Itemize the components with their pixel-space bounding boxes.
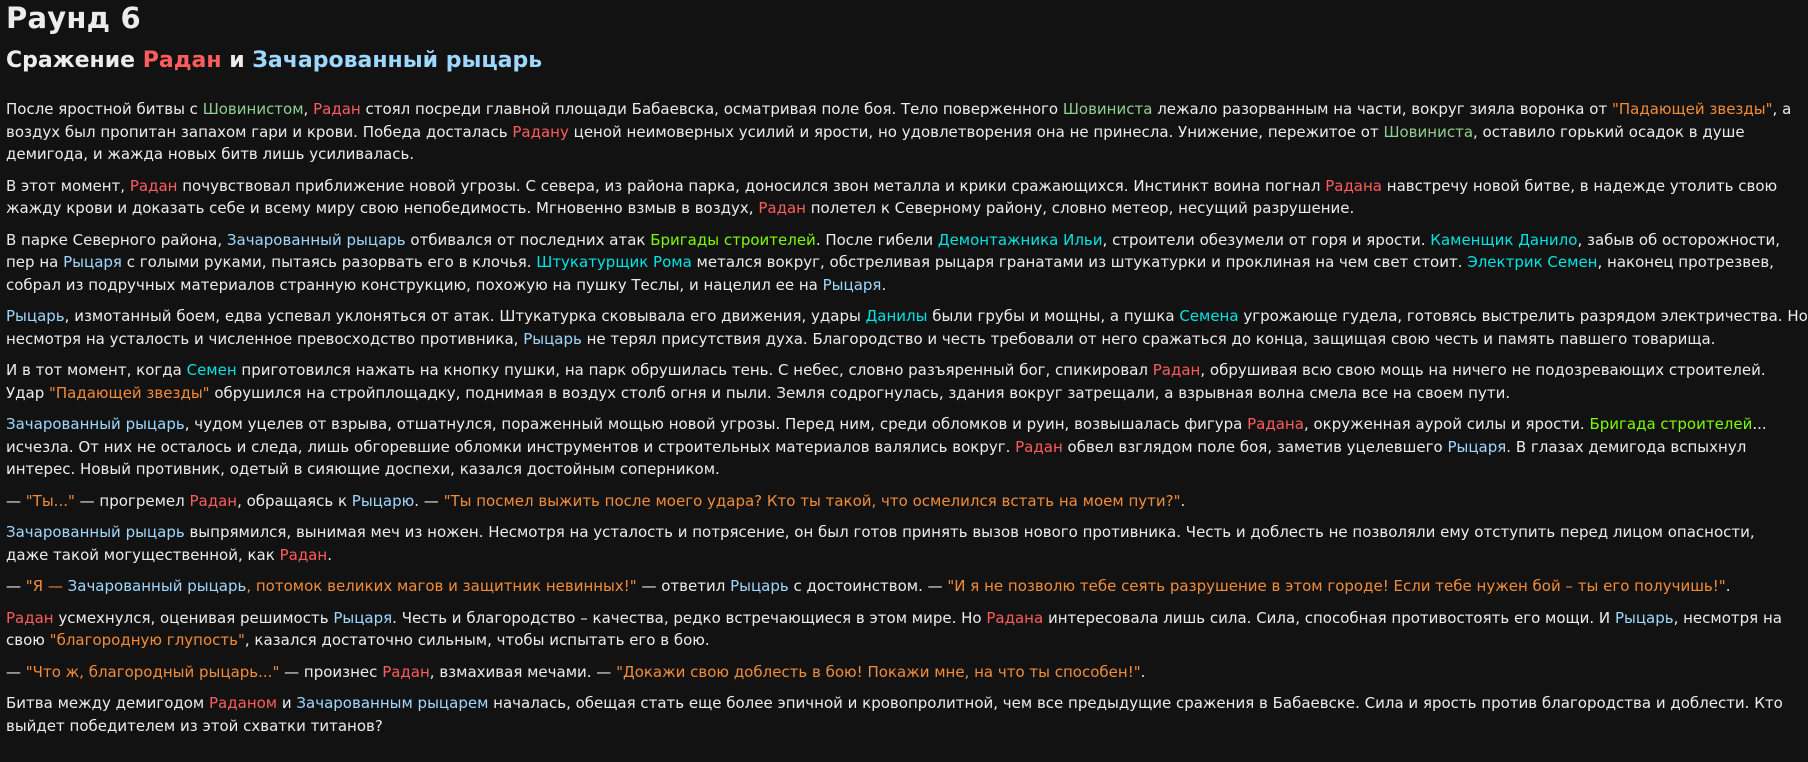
narration-text: и — [277, 694, 297, 712]
narration-text: , чудом уцелев от взрыва, отшатнулся, пораженный мощью новой угрозы. Перед ним, среди обломков и руин, возвышалась фигура — [184, 415, 1248, 433]
narration-text: , обрушивая всю свою мощь на ничего не подозревающих строителей. — [1200, 361, 1766, 379]
narration-text: выйдет победителем из этой схватки титанов? — [6, 716, 383, 735]
narration-text: выпрямился, вынимая меч из ножен. Несмотря на усталость и потрясение, он был готов принять вызов нового противника. Честь и доблесть не позволяли ему отступить перед лицом опасности, — [184, 523, 1755, 541]
knight-name: Рыцарь — [730, 577, 789, 595]
narration-text: исчезла. От них не осталось и следа, лишь обгоревшие обломки инструментов и строительных материалов валялись вокруг. — [6, 437, 1016, 456]
narration-text: воздух был пропитан запахом гари и крови. Победа досталась — [6, 122, 513, 141]
fighter-2-name: Зачарованный рыцарь — [252, 48, 543, 73]
narration-text: , несмотря на — [1673, 608, 1782, 627]
narration-text: Битва между демигодом — [6, 694, 210, 712]
story-paragraph — [6, 98, 1792, 166]
story-paragraph — [6, 305, 1808, 350]
story-paragraph — [6, 175, 1778, 220]
knight-name: Рыцаря — [822, 275, 882, 294]
narration-text: , оставило горький осадок в душе — [1473, 122, 1745, 141]
narration-text: обвел взглядом поле боя, заметив уцелевшего — [1062, 437, 1448, 456]
narration-text: интерес. Новый противник, одетый в сияющие доспехи, казался достойным соперником. — [6, 460, 720, 478]
quoted-speech: "Ты посмел выжить после моего удара? Кто ты такой, что осмелился встать на моем пути?" — [443, 491, 1181, 510]
narration-text: — произнес — [279, 662, 383, 681]
demigod-name: Радан — [6, 608, 54, 627]
demigod-name: Радана — [986, 608, 1044, 627]
narration-text: несмотря на усталость и численное превосходство противника, — [6, 329, 524, 348]
narration-text: . После гибели — [815, 230, 938, 249]
narration-text: . Честь и благородство – качества, редко встречающиеся в этом мире. Но — [392, 608, 987, 627]
narration-text: , а — [1772, 100, 1792, 118]
narration-text: После яростной битвы с — [6, 100, 203, 118]
round-title: Раунд 6 — [6, 1, 141, 35]
builder-name: Каменщик Данило — [1430, 230, 1578, 249]
builder-name: Демонтажника Ильи — [937, 230, 1103, 249]
story-paragraph — [6, 229, 1781, 297]
fighter-1-name: Радан — [142, 48, 222, 73]
demigod-name: Радан — [382, 662, 430, 681]
narration-text: В этот момент, — [6, 176, 130, 195]
narration-text: с достоинством. — — [788, 577, 948, 595]
narration-text: интересовала лишь сила. Сила, способная противостоять его мощи. И — [1043, 608, 1615, 627]
narration-text: . — [881, 275, 887, 294]
narration-text: , измотанный боем, едва успевал уклоняться от атак. Штукатурка сковывала его движения, удары — [64, 307, 866, 325]
demigod-name: Радан — [279, 545, 328, 564]
builder-name: Штукатурщик Рома — [536, 253, 692, 271]
narration-text: И в тот момент, когда — [6, 361, 187, 379]
narration-text: началась, обещая стать еще более эпичной и кровопролитной, чем все предыдущие сражения в Бабаевске. Сила и ярость против благородства и доблести. Кто — [488, 694, 1783, 712]
story-paragraph — [6, 692, 1783, 737]
story-paragraph — [6, 661, 1683, 684]
chauvinist-name: Шовиниста — [1062, 100, 1153, 118]
knight-name: Зачарованный рыцарь — [6, 415, 185, 433]
knight-name: Рыцаря — [63, 253, 122, 271]
narration-text: , строители обезумели от горя и ярости. — [1102, 230, 1431, 249]
narration-text: угрожающе гудела, готовясь выстрелить разрядом электричества. Но — [1238, 307, 1808, 325]
narration-text: , взмахивая мечами. — — [429, 662, 617, 681]
narration-text: были грубы и мощны, а пушка — [927, 307, 1180, 325]
narration-text: , — [303, 100, 314, 118]
narration-text: демигода, и жажда новых битв лишь усиливалась. — [6, 145, 415, 163]
quoted-speech: "Докажи свою доблесть в бою! Покажи мне, на что ты способен!" — [616, 662, 1141, 681]
narration-text: отбивался от последних атак — [405, 230, 651, 249]
builder-name: Семен — [186, 361, 237, 379]
narration-text: . — [1180, 491, 1186, 510]
demigod-name: Радана — [1247, 415, 1304, 433]
narration-text: , забыв об осторожности, — [1577, 230, 1781, 249]
quoted-speech: "благородную глупость" — [49, 631, 245, 649]
chauvinist-name: Шовиниста — [1383, 122, 1474, 141]
demigod-name: Раданом — [209, 694, 278, 712]
demigod-name: Радан — [313, 100, 361, 118]
narration-text: . — [1140, 662, 1146, 681]
narration-text: с голыми руками, пытаясь разорвать его в клочья. — [121, 253, 537, 271]
demigod-name: Радана — [1325, 176, 1383, 195]
narration-text: — — [6, 577, 26, 595]
quoted-speech: "Я — — [25, 577, 68, 595]
story-paragraph — [6, 575, 1731, 598]
demigod-name: Радан — [758, 199, 806, 217]
narration-text: свою — [6, 631, 50, 649]
builder-name: Электрик Семен — [1467, 253, 1598, 271]
builder-name: Семена — [1179, 307, 1239, 325]
narration-text: навстречу новой битве, в надежде утолить свою — [1382, 176, 1778, 195]
narration-text: . — — [414, 491, 444, 510]
quoted-speech: "Ты..." — [25, 491, 75, 510]
narration-text: , наконец протрезвев, — [1597, 253, 1774, 271]
narration-text: — — [6, 662, 26, 681]
knight-name: Зачарованный рыцарь — [6, 523, 185, 541]
knight-name: Зачарованный рыцарь — [67, 577, 247, 595]
knight-name: Рыцарь — [1614, 608, 1674, 627]
narration-text: — — [6, 491, 26, 510]
demigod-name: Радану — [512, 122, 569, 141]
story-text — [6, 98, 1808, 737]
narration-text: ценой неимоверных усилий и ярости, но удовлетворения она не принесла. Унижение, пережитое от — [568, 122, 1384, 141]
narration-text: — ответил — [636, 577, 731, 595]
knight-name: Рыцарь — [523, 329, 582, 348]
narration-text: , окруженная аурой силы и ярости. — [1303, 415, 1590, 433]
story-paragraph — [6, 521, 1755, 566]
narration-text: жажду крови и доказать себе и всему миру свою непобедимость. Мгновенно взмыв в воздух, — [6, 199, 759, 217]
knight-name: Рыцаря — [333, 608, 393, 627]
narration-text: Удар — [6, 383, 49, 402]
quoted-speech: "Что ж, благородный рыцарь..." — [25, 662, 280, 681]
battle-heading-prefix: Сражение — [6, 48, 143, 73]
knight-name: Рыцарь — [6, 307, 65, 325]
narration-text: стоял посреди главной площади Бабаевска, осматривая поле боя. Тело поверженного — [360, 100, 1063, 118]
narration-text: усмехнулся, оценивая решимость — [53, 608, 334, 627]
quoted-speech: "Падающей звезды" — [1611, 100, 1773, 118]
battle-heading — [6, 46, 1683, 76]
narration-text: . — [1725, 577, 1731, 595]
knight-name: Рыцаря — [1447, 437, 1507, 456]
narration-text: пер на — [6, 253, 64, 271]
demigod-name: Радан — [1015, 437, 1063, 456]
chauvinist-name: Шовинистом — [202, 100, 304, 118]
narration-text: . — [327, 545, 332, 564]
quoted-speech: , потомок великих магов и защитник невинных!" — [246, 577, 637, 595]
demigod-name: Радан — [189, 491, 238, 510]
story-paragraph — [6, 413, 1767, 481]
builder-name: Данилы — [865, 307, 928, 325]
narration-text: , обращаясь к — [237, 491, 352, 510]
narration-text: не терял присутствия духа. Благородство и честь требовали от него сражаться до конца, защищая свою честь и память павшего товарища. — [581, 329, 1716, 348]
brigade-name: Бригады строителей — [650, 230, 816, 249]
narration-text: метался вокруг, обстреливая рыцаря гранатами из штукатурки и проклиная на чем свет стоит. — [691, 253, 1468, 271]
narration-text: . В глазах демигода вспыхнул — [1506, 437, 1747, 456]
narration-text: обрушился на стройплощадку, поднимая в воздух столб огня и пыли. Земля содрогнулась, здания вокруг затрещали, а взрывная волна смела все на своем пути. — [209, 383, 1511, 402]
story-paragraph — [6, 607, 1782, 652]
narration-text: , казался достаточно сильным, чтобы испытать его в бою. — [244, 631, 710, 649]
knight-name: Зачарованный рыцарь — [226, 230, 406, 249]
narration-text: приготовился нажать на кнопку пушки, на парк обрушилась тень. С небес, словно разъяренный бог, спикировал — [236, 361, 1153, 379]
knight-name: Зачарованным рыцарем — [296, 694, 489, 712]
brigade-name: Бригада строителей — [1589, 415, 1753, 433]
quoted-speech: "И я не позволю тебе сеять разрушение в этом городе! Если тебе нужен бой – ты его получишь!" — [947, 577, 1726, 595]
narration-text: собрал из подручных материалов странную конструкцию, похожую на пушку Теслы, и нацелил ее на — [6, 275, 823, 294]
narration-text: — прогремел — [74, 491, 190, 510]
narration-text: почувствовал приближение новой угрозы. С севера, из района парка, доносился звон металла и крики сражающихся. Инстинкт воина погнал — [177, 176, 1326, 195]
narration-text: полетел к Северному району, словно метеор, несущий разрушение. — [805, 199, 1355, 217]
narration-text: В парке Северного района, — [6, 230, 227, 249]
narration-text: ... — [1752, 415, 1767, 433]
narration-text: даже такой могущественной, как — [6, 545, 280, 564]
demigod-name: Радан — [1152, 361, 1201, 379]
knight-name: Рыцарю — [351, 491, 415, 510]
battle-heading-and: и — [221, 48, 253, 73]
quoted-speech: "Падающей звезды" — [49, 383, 210, 402]
story-paragraph — [6, 490, 1683, 513]
story-paragraph — [6, 359, 1766, 404]
demigod-name: Радан — [129, 176, 178, 195]
narration-text: лежало разорванным на части, вокруг зияла воронка от — [1152, 100, 1612, 118]
